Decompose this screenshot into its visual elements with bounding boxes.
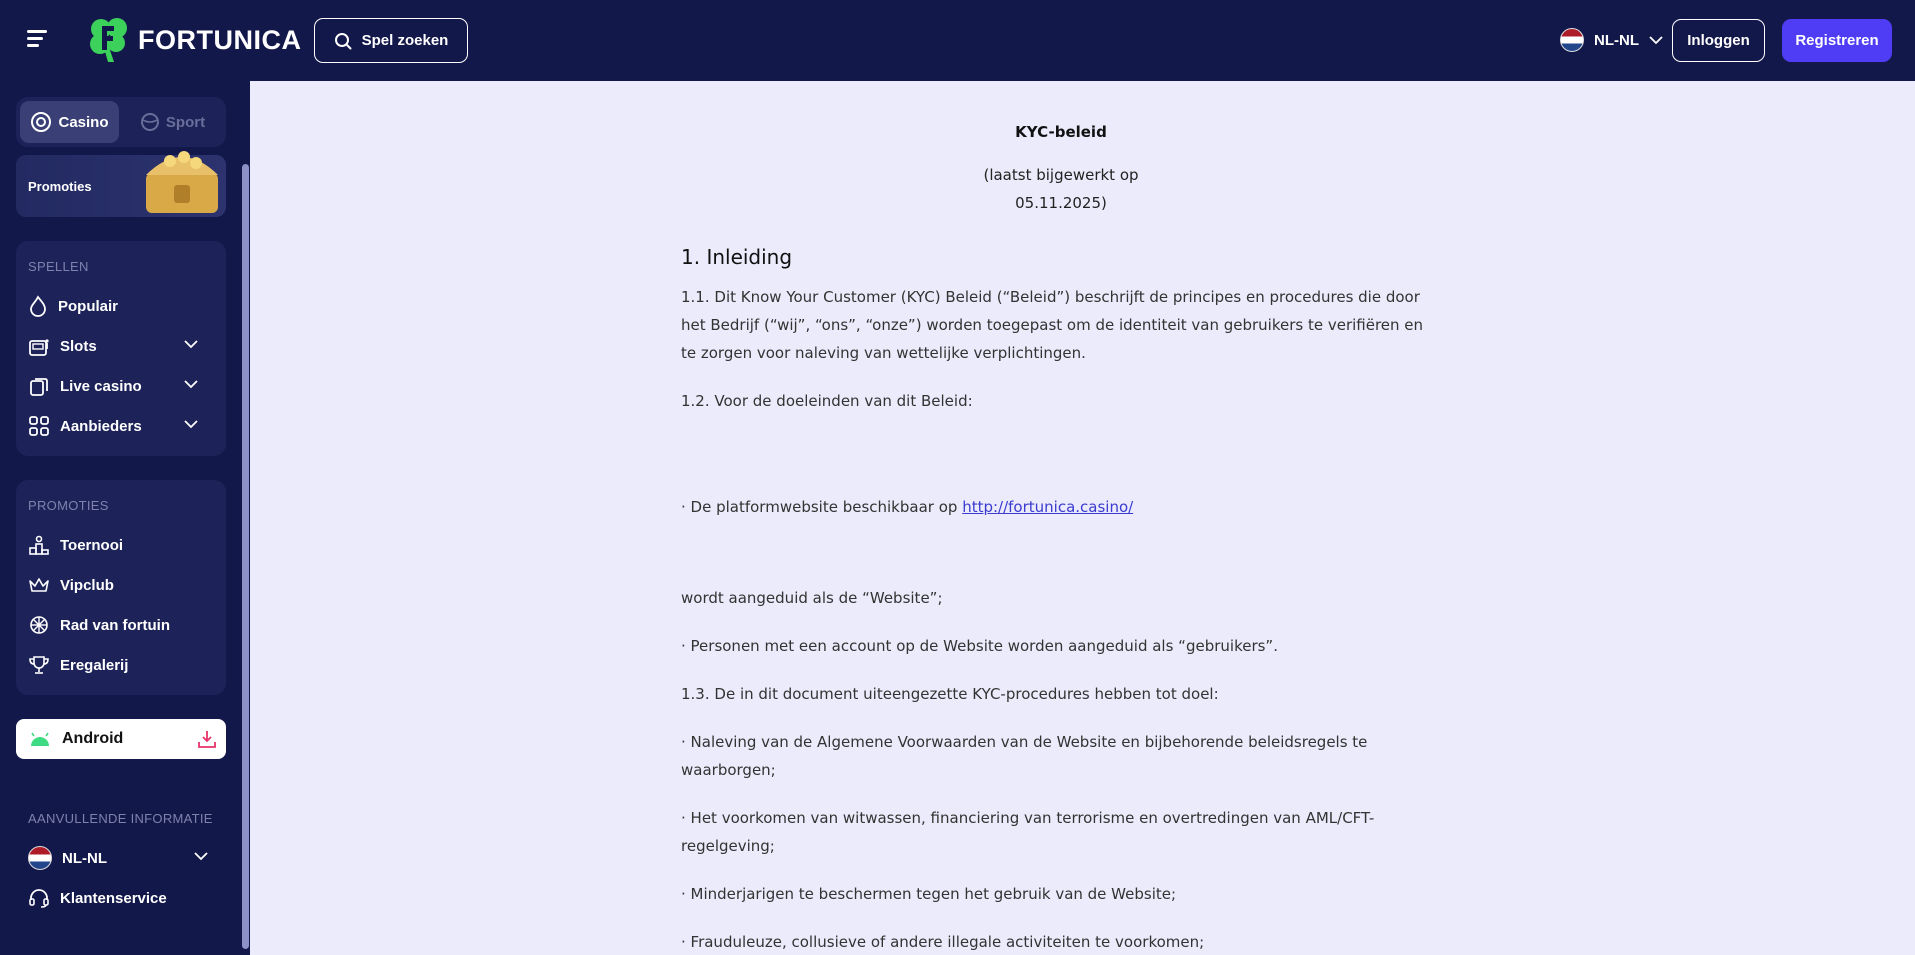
language-label: NL-NL <box>1594 31 1639 49</box>
menu-icon[interactable] <box>27 30 51 52</box>
paragraph-1-3: 1.3. De in dit document uiteengezette KYC-procedures hebben tot doel: <box>681 685 1219 703</box>
wheel-icon <box>28 614 50 636</box>
paragraph-1-1: 1.1. Dit Know Your Customer (KYC) Beleid (“Beleid”) beschrijft de principes en procedures die door het Bedrijf (“wij”, “ons”, “onze”) worden toegepast om de identiteit van gebruikers te verifiëren en te zorgen voor naleving van wettelijke verplichtingen. <box>681 288 1424 362</box>
android-icon <box>28 730 52 748</box>
kyc-document <box>681 81 1441 955</box>
sidebar-item-vipclub[interactable] <box>28 565 214 605</box>
podium-icon <box>28 534 50 556</box>
logo[interactable] <box>88 16 301 64</box>
search-game-button[interactable] <box>314 18 468 63</box>
android-download-button[interactable] <box>16 719 226 759</box>
sidebar-item-label: Rad van fortuin <box>60 616 171 634</box>
chevron-down-icon[interactable] <box>184 340 198 349</box>
clover-logo-icon <box>88 16 130 64</box>
bullet-item: · Naleving van de Algemene Voorwaarden van de Website en bijbehorende beleidsregels te waarborgen; <box>681 733 1368 779</box>
download-icon <box>196 728 218 750</box>
sidebar-item-label: Toernooi <box>60 536 124 554</box>
sidebar-item-live-casino[interactable] <box>28 366 214 406</box>
main-content <box>250 81 1915 955</box>
bullet-item: · Frauduleuze, collusieve of andere illegale activiteiten te voorkomen; <box>681 933 1205 951</box>
cards-icon <box>28 375 50 397</box>
sidebar-scrollbar[interactable] <box>242 164 249 949</box>
logo-text: FORTUNICA <box>138 24 302 55</box>
sidebar-item-populair[interactable] <box>28 286 214 326</box>
sidebar-item-label: Klantenservice <box>60 889 167 907</box>
netherlands-flag-icon <box>1560 28 1584 52</box>
chevron-down-icon[interactable] <box>184 420 198 429</box>
headset-icon <box>28 887 50 909</box>
tab-casino[interactable] <box>20 101 119 143</box>
chevron-down-icon[interactable] <box>194 852 208 861</box>
sidebar-item-label: Populair <box>58 297 119 315</box>
crown-icon <box>28 574 50 596</box>
chevron-down-icon <box>1649 36 1663 45</box>
tab-sport-label: Sport <box>165 113 206 131</box>
last-updated-line1: (laatst bijgewerkt op <box>983 166 1139 184</box>
last-updated <box>681 161 1441 217</box>
promotions-card-label: Promoties <box>28 178 92 194</box>
sidebar-item-slots[interactable] <box>28 326 214 366</box>
sidebar-item-toernooi[interactable] <box>28 525 214 565</box>
games-section <box>16 241 226 456</box>
netherlands-flag-icon <box>28 846 52 870</box>
section-heading: 1. Inleiding <box>681 245 793 269</box>
tab-sport[interactable] <box>123 101 222 143</box>
slot-machine-icon <box>28 335 50 357</box>
bullet-item: · Minderjarigen te beschermen tegen het gebruik van de Website; <box>681 885 1177 903</box>
website-definition-suffix: wordt aangeduid als de “Website”; <box>681 589 943 607</box>
sidebar-item-eregalerij[interactable] <box>28 645 214 685</box>
search-button-label: Spel zoeken <box>361 32 449 49</box>
chevron-down-icon[interactable] <box>184 380 198 389</box>
tab-casino-label: Casino <box>58 113 109 131</box>
ball-icon <box>140 112 160 132</box>
treasure-chest-icon <box>140 139 224 215</box>
sidebar-item-label: NL-NL <box>62 849 107 867</box>
sidebar-item-rad-van-fortuin[interactable] <box>28 605 214 645</box>
casino-chip-icon <box>30 111 52 133</box>
search-icon <box>334 32 352 50</box>
sidebar-language-selector[interactable] <box>16 838 226 878</box>
users-definition: · Personen met een account op de Website worden aangeduid als “gebruikers”. <box>681 637 1278 655</box>
sidebar-item-customer-service[interactable] <box>16 878 226 918</box>
last-updated-line2: 05.11.2025) <box>1015 194 1107 212</box>
website-definition <box>681 493 1441 521</box>
grid-icon <box>28 415 50 437</box>
top-header <box>0 0 1915 81</box>
promotions-card[interactable] <box>16 155 226 217</box>
website-link[interactable]: http://fortunica.casino/ <box>962 498 1134 516</box>
flame-icon <box>28 295 48 317</box>
promotions-heading: PROMOTIES <box>28 498 109 513</box>
games-heading: SPELLEN <box>28 259 89 274</box>
register-button[interactable]: Registreren <box>1782 19 1892 62</box>
sidebar-item-aanbieders[interactable] <box>28 406 214 446</box>
android-label: Android <box>62 730 124 747</box>
sidebar-item-label: Vipclub <box>60 576 114 594</box>
document-title: KYC-beleid <box>1015 123 1107 141</box>
sidebar-item-label: Eregalerij <box>60 656 129 674</box>
language-selector[interactable] <box>1560 28 1663 52</box>
sidebar-item-label: Slots <box>60 337 97 355</box>
bullet-item: · Het voorkomen van witwassen, financiering van terrorisme en overtredingen van AML/CFT-regelgeving; <box>681 809 1375 855</box>
login-button[interactable]: Inloggen <box>1672 19 1765 62</box>
sidebar-item-label: Live casino <box>60 377 142 395</box>
additional-info-heading: AANVULLENDE INFORMATIE <box>28 811 213 826</box>
paragraph-1-2: 1.2. Voor de doeleinden van dit Beleid: <box>681 392 973 410</box>
promotions-section <box>16 480 226 695</box>
sidebar <box>0 81 250 955</box>
sidebar-item-label: Aanbieders <box>60 417 142 435</box>
website-definition-prefix: · De platformwebsite beschikbaar op <box>681 498 963 516</box>
trophy-icon <box>28 654 50 676</box>
